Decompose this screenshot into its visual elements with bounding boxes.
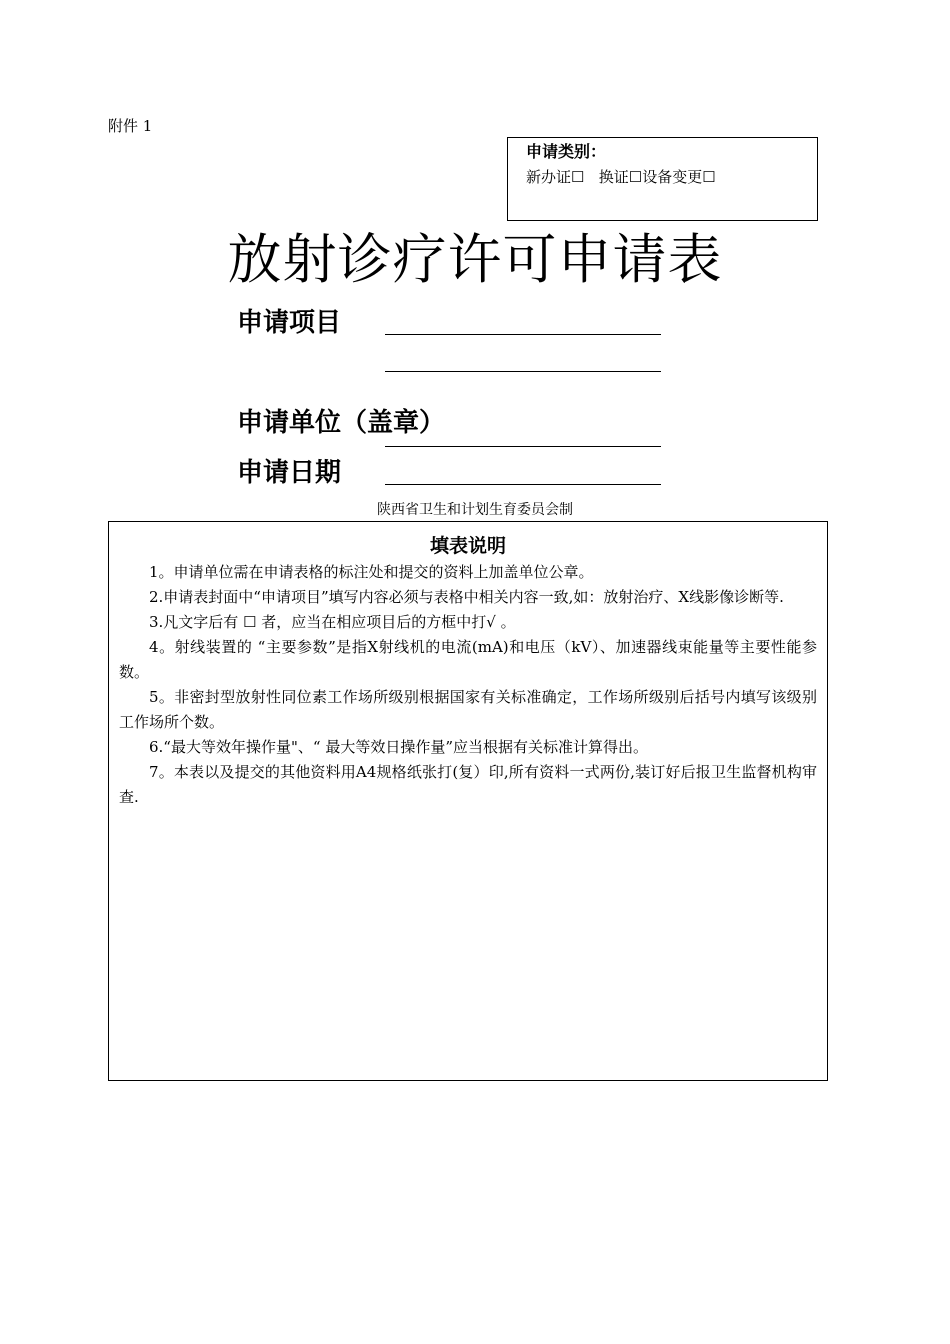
note-item: 7。本表以及提交的其他资料用A4规格纸张打(复）印,所有资料一式两份,装订好后报卫生监督机构审查. <box>119 763 817 806</box>
note-item: 5。非密封型放射性同位素工作场所级别根据国家有关标准确定，工作场所级别后括号内填写该级别工作场所个数。 <box>119 688 817 731</box>
notes-box <box>108 521 828 1081</box>
category-options: 新办证☐ 换证☐设备变更☐ <box>526 168 716 186</box>
application-category-box <box>507 137 818 221</box>
category-title: 申请类别： <box>526 142 607 161</box>
note-item: 6.“最大等效年操作量"、“ 最大等效日操作量”应当根据有关标准计算得出。 <box>149 738 648 756</box>
note-item: 1。申请单位需在申请表格的标注处和提交的资料上加盖单位公章。 <box>149 563 594 581</box>
date-line <box>385 484 661 485</box>
note-item: 2.申请表封面中“申请项目”填写内容必须与表格中相关内容一致,如：放射治疗、X线影像诊断等. <box>149 588 784 606</box>
note-item: 4。射线装置的 “主要参数”是指X射线机的电流(mA)和电压（kV）、加速器线束能量等主要性能参数。 <box>119 638 817 681</box>
issuer: 陕西省卫生和计划生育委员会制 <box>377 502 573 518</box>
project-line-2 <box>385 371 661 372</box>
unit-label: 申请单位（盖章） <box>237 408 446 438</box>
project-label: 申请项目 <box>237 308 342 338</box>
date-label: 申请日期 <box>237 458 342 488</box>
attachment-label: 附件 1 <box>108 117 153 135</box>
note-item: 3.凡文字后有 ☐ 者，应当在相应项目后的方框中打√ 。 <box>149 613 516 631</box>
project-line-1 <box>385 334 661 335</box>
notes-title: 填表说明 <box>429 535 506 557</box>
unit-line <box>385 446 661 447</box>
page-title: 放射诊疗许可申请表 <box>227 228 723 291</box>
